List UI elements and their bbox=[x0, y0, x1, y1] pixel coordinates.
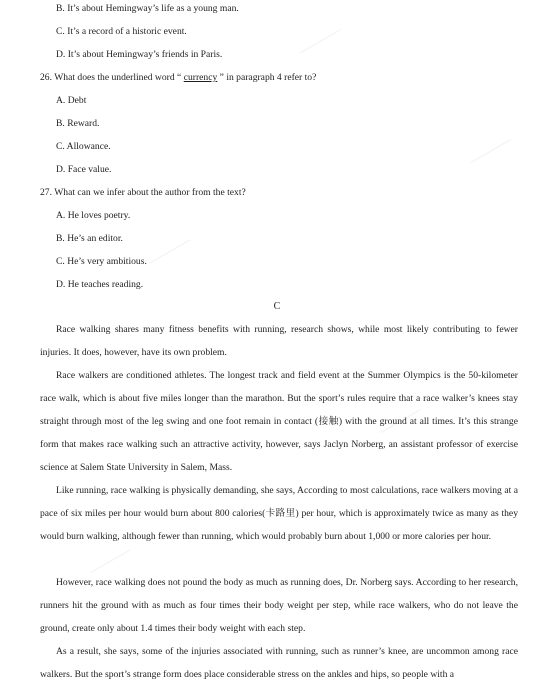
prev-option-b: B. It’s about Hemingway’s life as a young man. bbox=[56, 3, 239, 14]
passage-paragraph-5: As a result, she says, some of the injuries associated with running, such as runner’s knee, are uncommon among race walkers. But the sport’s strange form does place considerable stress on the ankles and hips, so people with a bbox=[40, 646, 518, 680]
prev-option-c: C. It’s a record of a historic event. bbox=[56, 26, 187, 37]
passage-paragraph-4: However, race walking does not pound the body as much as running does, Dr. Norberg says. According to her research, runners hit the ground with as much as four times their body weight per step, while race walkers, who do not leave the ground, create only about 1.4 times their body weight with each step. bbox=[40, 577, 518, 634]
question-26-stem-end: ” in paragraph 4 refer to? bbox=[217, 72, 317, 83]
passage-paragraph-1: Race walking shares many fitness benefits with running, research shows, while most likely contributing to fewer injuries. It does, however, have its own problem. bbox=[40, 324, 518, 358]
question-26-option-d: D. Face value. bbox=[56, 164, 112, 175]
watermark-mark bbox=[470, 139, 515, 172]
question-27-stem: 27. What can we infer about the author from the text? bbox=[40, 187, 246, 198]
question-27-option-a: A. He loves poetry. bbox=[56, 210, 131, 221]
question-26-option-b: B. Reward. bbox=[56, 118, 100, 129]
watermark-mark bbox=[300, 29, 345, 62]
passage-paragraph-2: Race walkers are conditioned athletes. The longest track and field event at the Summer Olympics is the 50-kilometer race walk, which is about five miles longer than the marathon. But the sport’s rules require that a race walker’s knees stay straight through most of the leg swing and one foot remain in contact (接触) with the ground at all times. It’s this strange form that makes race walking such an attractive activity, however, says Jaclyn Norberg, an assistant professor of exercise science at Salem State University in Salem, Mass. bbox=[40, 370, 518, 473]
question-27-option-b: B. He’s an editor. bbox=[56, 233, 123, 244]
passage-paragraph-3: Like running, race walking is physically demanding, she says, According to most calculations, race walkers moving at a pace of six miles per hour would burn about 800 calories(卡路里) per hour, which is approximately twice as many as they would burn walking, although fewer than running, which would probably burn about 1,000 or more calories per hour. bbox=[40, 485, 518, 542]
question-26-option-c: C. Allowance. bbox=[56, 141, 111, 152]
prev-option-d: D. It’s about Hemingway’s friends in Paris. bbox=[56, 49, 223, 60]
question-26-option-a: A. Debt bbox=[56, 95, 87, 106]
watermark-mark bbox=[150, 239, 195, 272]
question-27-option-c: C. He’s very ambitious. bbox=[56, 256, 147, 267]
question-27-option-d: D. He teaches reading. bbox=[56, 279, 144, 290]
underlined-word: currency bbox=[183, 72, 218, 83]
question-26-stem bbox=[40, 72, 316, 84]
section-heading: C bbox=[273, 301, 281, 312]
question-26-stem-start: 26. What does the underlined word “ bbox=[40, 72, 184, 83]
